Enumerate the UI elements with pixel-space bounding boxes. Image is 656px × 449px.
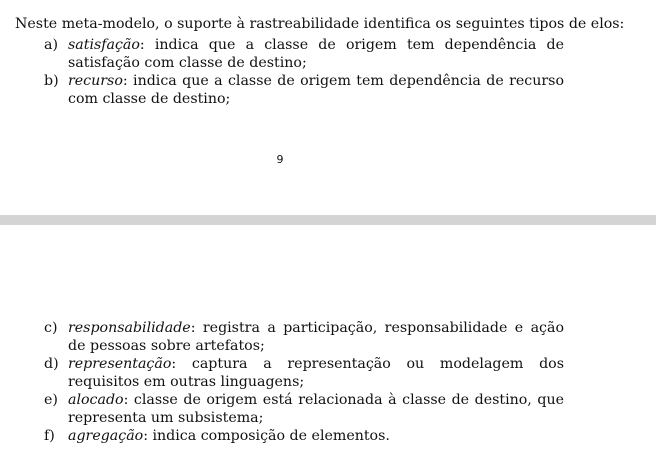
item-description: : classe de origem está relacionada à classe de destino, que representa um subsistema;: [68, 392, 564, 426]
term-alocado: alocado: [68, 392, 124, 408]
list-item-responsabilidade: [0, 319, 564, 355]
list-marker: f): [44, 428, 55, 444]
intro-paragraph: Neste meta-modelo, o suporte à rastreabilidade identifica os seguintes tipos de elos:: [15, 16, 625, 32]
list-item-body: [68, 427, 564, 445]
list-marker: b): [44, 73, 59, 89]
list-item-body: [68, 319, 564, 355]
list-item-recurso: [0, 72, 564, 108]
item-description: : indica composição de elementos.: [143, 428, 390, 444]
term-recurso: recurso: [68, 73, 123, 89]
list-marker: c): [44, 320, 58, 336]
item-description: : indica que a classe de origem tem dependência de satisfação com classe de destino;: [68, 37, 564, 71]
page-separator: [0, 215, 656, 225]
term-representacao: representação: [68, 356, 172, 372]
item-description: : captura a representação ou modelagem dos requisitos em outras linguagens;: [68, 356, 564, 390]
link-types-list-top: [0, 36, 564, 108]
list-item-body: [68, 72, 564, 108]
term-responsabilidade: responsabilidade: [68, 320, 191, 336]
item-description: : registra a participação, responsabilidade e ação de pessoas sobre artefatos;: [68, 320, 564, 354]
list-item-satisfacao: [0, 36, 564, 72]
list-item-body: [68, 355, 564, 391]
term-agregacao: agregação: [68, 428, 144, 444]
document-page-top: [0, 0, 656, 215]
list-marker: e): [44, 392, 58, 408]
list-marker: a): [44, 37, 58, 53]
list-item-body: [68, 36, 564, 72]
list-item-body: [68, 391, 564, 427]
term-satisfacao: satisfação: [68, 37, 140, 53]
list-item-representacao: [0, 355, 564, 391]
list-item-agregacao: [0, 427, 564, 445]
document-page-bottom: [0, 225, 656, 449]
list-marker: d): [44, 356, 59, 372]
list-item-alocado: [0, 391, 564, 427]
page-number: 9: [276, 153, 284, 166]
item-description: : indica que a classe de origem tem dependência de recurso com classe de destino;: [68, 73, 564, 107]
link-types-list-bottom: [0, 319, 564, 445]
